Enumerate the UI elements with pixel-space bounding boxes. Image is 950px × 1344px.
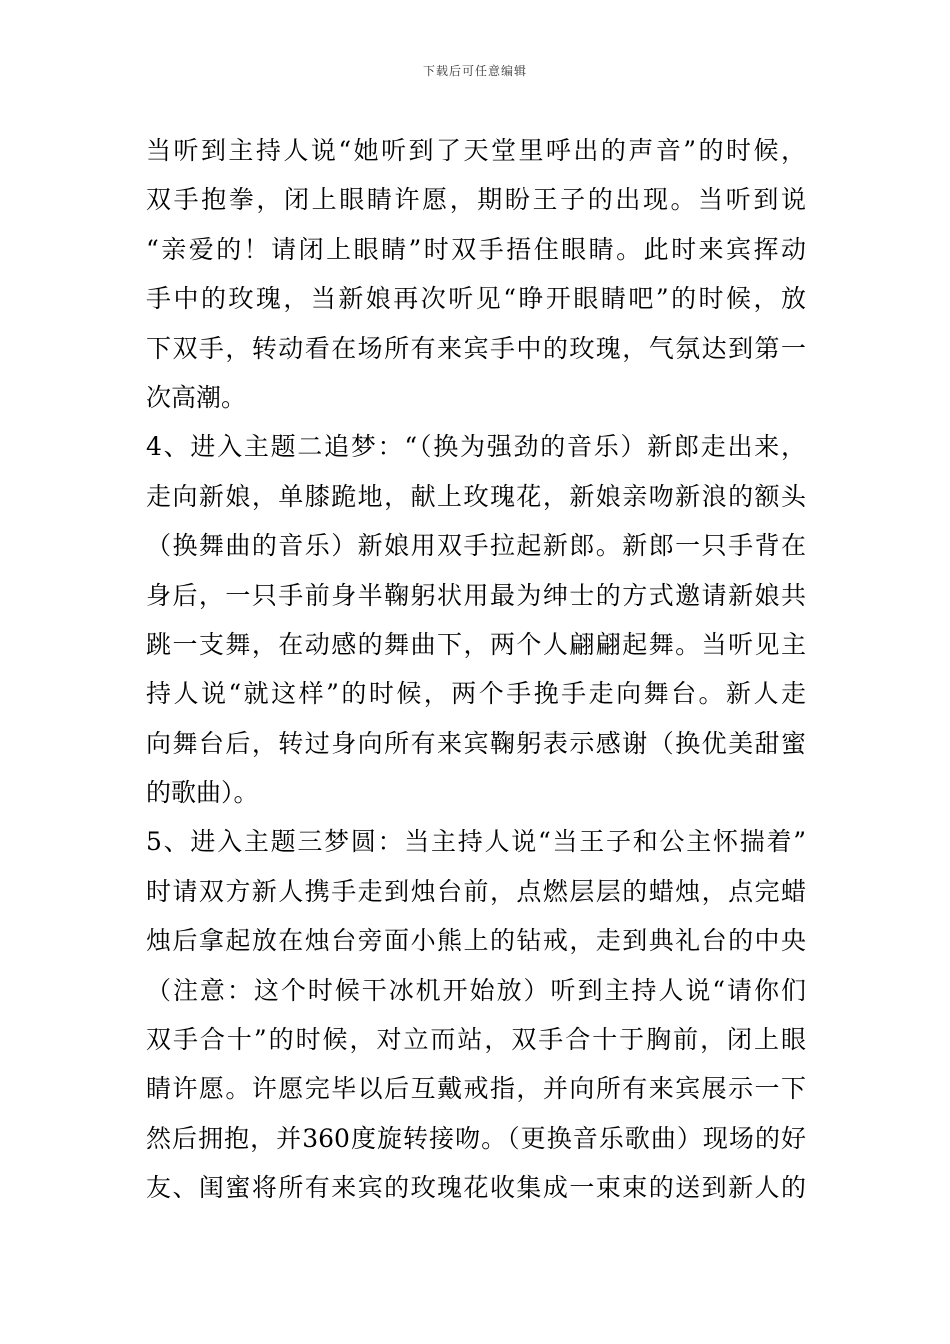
text-line: 时请双方新人携手走到烛台前，点燃层层的蜡烛，点完蜡 (146, 876, 806, 906)
text-line: 睛许愿。许愿完毕以后互戴戒指，并向所有来宾展示一下 (146, 1074, 806, 1104)
text-line: 5、进入主题三梦圆：当主持人说“当王子和公主怀揣着” (146, 827, 806, 857)
text-line: 的歌曲）。 (146, 778, 259, 808)
text-line: 当听到主持人说“她听到了天堂里呼出的声音”的时候， (146, 136, 806, 165)
text-line: “亲爱的！请闭上眼睛”时双手捂住眼睛。此时来宾挥动 (146, 234, 806, 264)
text-line: （注意：这个时候干冰机开始放）听到主持人说“请你们 (146, 975, 806, 1005)
text-line: 4、进入主题二追梦：“（换为强劲的音乐）新郎走出来， (146, 432, 806, 462)
text-line: （换舞曲的音乐）新娘用双手拉起新郎。新郎一只手背在 (146, 531, 806, 561)
text-line: 跳一支舞，在动感的舞曲下，两个人翩翩起舞。当听见主 (146, 629, 806, 659)
text-line: 双手抱拳，闭上眼睛许愿，期盼王子的出现。当听到说 (146, 185, 806, 215)
text-line: 向舞台后，转过身向所有来宾鞠躬表示感谢（换优美甜蜜 (146, 728, 806, 758)
text-line: 友、闺蜜将所有来宾的玫瑰花收集成一束束的送到新人的 (146, 1173, 806, 1203)
text-line: 双手合十”的时候，对立而站，双手合十于胸前，闭上眼 (146, 1025, 806, 1055)
text-line: 身后，一只手前身半鞠躬状用最为绅士的方式邀请新娘共 (146, 580, 806, 610)
text-line: 烛后拿起放在烛台旁面小熊上的钻戒，走到典礼台的中央 (146, 926, 806, 956)
text-line: 走向新娘，单膝跪地，献上玫瑰花，新娘亲吻新浪的额头 (146, 481, 806, 511)
page-header: 下载后可任意编辑 (422, 64, 527, 78)
text-line: 手中的玫瑰，当新娘再次听见“睁开眼睛吧”的时候，放 (146, 284, 806, 314)
document-body (146, 126, 826, 1213)
text-line: 次高潮。 (146, 382, 247, 412)
text-line: 持人说“就这样”的时候，两个手挽手走向舞台。新人走 (146, 679, 806, 709)
text-line: 然后拥抱，并360度旋转接吻。（更换音乐歌曲）现场的好 (146, 1123, 806, 1153)
text-line: 下双手，转动看在场所有来宾手中的玫瑰，气氛达到第一 (146, 333, 806, 363)
